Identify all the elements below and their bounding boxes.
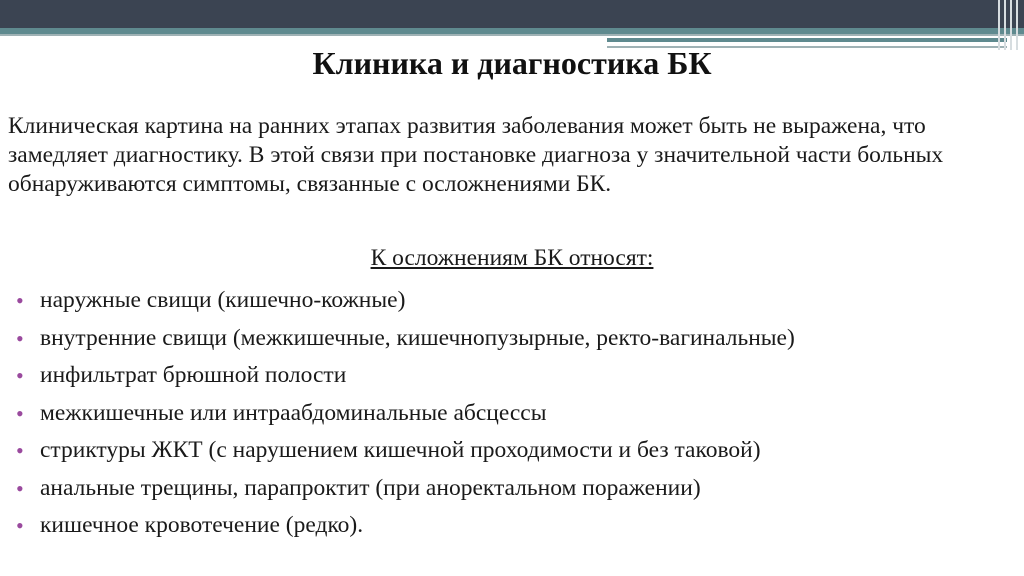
list-item-text: стриктуры ЖКТ (с нарушением кишечной проходимости и без таковой) — [40, 437, 761, 463]
corner-decoration — [994, 0, 1024, 50]
title-accent-bar — [607, 38, 1007, 42]
list-item-text: межкишечные или интраабдоминальные абсцессы — [40, 399, 547, 426]
bullet-icon: • — [16, 400, 24, 426]
list-item — [14, 432, 1014, 470]
slide-title: Клиника и диагностика БК — [312, 45, 712, 81]
bullet-icon: • — [16, 475, 24, 501]
list-item-text: инфильтрат брюшной полости — [40, 362, 347, 388]
intro-paragraph: Клиническая картина на ранних этапах развития заболевания может быть не выражена, что замедляет диагностику. В этой связи при постановке диагноза у значительной части больных обнаруживаются симптомы, связанные с осложнениями БК. — [8, 113, 944, 197]
header-divider — [0, 34, 1024, 36]
header-bar — [0, 0, 1024, 28]
bullet-icon: • — [16, 288, 24, 313]
list-item — [14, 320, 1014, 358]
list-item — [14, 507, 1014, 545]
complications-list — [14, 282, 1014, 545]
list-item-text: наружные свищи (кишечно-кожные) — [40, 287, 406, 313]
list-item — [14, 470, 1014, 508]
bullet-icon: • — [16, 325, 24, 351]
complications-heading: К осложнениям БК относят: — [370, 245, 654, 271]
bullet-icon: • — [16, 438, 24, 463]
list-item — [14, 282, 1014, 320]
bullet-icon: • — [16, 363, 24, 388]
list-item-text: внутренние свищи (межкишечные, кишечнопузырные, ректо-вагинальные) — [40, 324, 795, 351]
list-item — [14, 395, 1014, 433]
bullet-icon: • — [16, 513, 24, 538]
list-item-text: кишечное кровотечение (редко). — [40, 512, 364, 538]
list-item-text: анальные трещины, парапроктит (при аноректальном поражении) — [40, 474, 701, 501]
list-item — [14, 357, 1014, 395]
